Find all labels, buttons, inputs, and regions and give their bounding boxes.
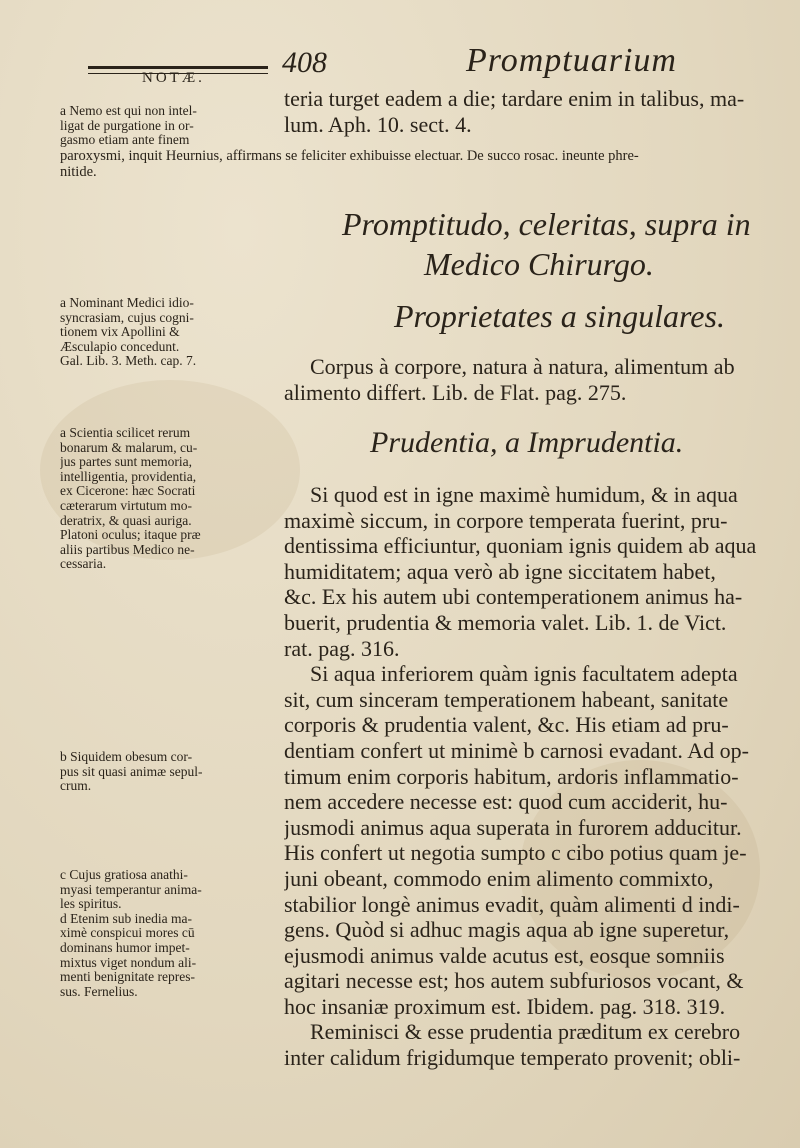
note-line: aliis partibus Medico ne- (60, 541, 195, 557)
note-line: myasi temperantur anima- (60, 881, 202, 897)
note-nominant (60, 296, 280, 369)
note-siquidem (60, 750, 280, 794)
note-line: a Nominant Medici idio- (60, 296, 194, 310)
text-line: buerit, prudentia & memoria valet. Lib. 1. de Vict. (284, 609, 727, 635)
note-line: menti benignitate repres- (60, 969, 195, 985)
note-line: gasmo etiam ante finem (60, 132, 190, 148)
text-line: Reminisci & esse prudentia præditum ex cerebro (310, 1019, 741, 1045)
proprietates-text (284, 354, 784, 405)
heading-medico-chirurgo: Medico Chirurgo. (424, 246, 654, 282)
note-line: cessaria. (60, 556, 107, 572)
note-line: crum. (60, 778, 92, 794)
note-line: intelligentia, providentia, (60, 468, 197, 484)
text-line: dentissima efficiuntur, quoniam ignis quidem ab aqua (284, 533, 757, 559)
text-line: ejusmodi animus valde acutus est, eosque somniis (284, 942, 725, 968)
prudentia-text (284, 482, 784, 1071)
note-line: ximè conspicui mores cū (60, 925, 195, 941)
text-line: hoc insaniæ proximum est. Ibidem. pag. 318. 319. (284, 993, 726, 1019)
page-number: 408 (282, 46, 327, 79)
note-line: bonarum & malarum, cu- (60, 439, 198, 455)
text-line: Si aqua inferiorem quàm ignis facultatem adepta (310, 661, 738, 687)
note-line: jus partes sunt memoria, (60, 454, 192, 470)
text-line: Si quod est in igne maximè humidum, & in aqua (310, 482, 738, 507)
note-line: Platoni oculus; itaque præ (60, 527, 201, 543)
heading-proprietates: Proprietates a singulares. (394, 298, 725, 334)
text-line: humiditatem; aqua verò ab igne siccitatem habet, (284, 558, 716, 584)
text-line: rat. pag. 316. (284, 635, 400, 661)
note-line: deratrix, & quasi auriga. (60, 512, 192, 528)
text-line: stabilior longè animus evadit, quàm alimenti d indi- (284, 891, 740, 917)
top-text (284, 86, 784, 137)
note-line: pus sit quasi animæ sepul- (60, 763, 203, 779)
text-line: alimento differt. Lib. de Flat. pag. 275. (284, 379, 627, 405)
text-line: jusmodi animus aqua superata in furorem adducitur. (284, 814, 742, 840)
text-line: gens. Quòd si adhuc magis aqua ab igne superetur, (284, 917, 730, 943)
text-line: teria turget eadem a die; tardare enim in talibus, ma- (284, 86, 745, 111)
text-line: inter calidum frigidumque temperato provenit; obli- (284, 1045, 741, 1071)
text-line: dentiam confert ut minimè b carnosi evadant. Ad op- (284, 737, 749, 763)
text-line: lum. Aph. 10. sect. 4. (284, 111, 472, 137)
note-line: ex Cicerone: hæc Socrati (60, 483, 196, 499)
heading-prudentia: Prudentia, a Imprudentia. (370, 426, 684, 459)
note-line: nitide. (60, 164, 97, 180)
note-line: c Cujus gratiosa anathi- (60, 868, 188, 882)
text-line: Corpus à corpore, natura à natura, alimentum ab (310, 354, 735, 379)
text-line: nem accedere necesse est: quod cum acciderit, hu- (284, 789, 728, 815)
section-label: NOTÆ. (142, 70, 205, 86)
note-line: cæterarum virtutum mo- (60, 497, 192, 513)
note-line: ligat de purgatione in or- (60, 117, 194, 133)
note-line: Gal. Lib. 3. Meth. cap. 7. (60, 353, 197, 369)
note-line: a Scientia scilicet rerum (60, 426, 191, 440)
text-line: juni obeant, commodo enim alimento commixto, (284, 865, 714, 891)
note-cujus (60, 868, 280, 999)
note-line: dominans humor impet- (60, 939, 190, 955)
text-line: timum enim corporis habitum, ardoris inflammatio- (284, 763, 739, 789)
text-line: &c. Ex his autem ubi contemperationem animus ha- (284, 584, 743, 610)
note-nemo-wide (60, 148, 790, 180)
note-line: les spiritus. (60, 896, 122, 912)
header-rule (88, 66, 268, 69)
text-line: sit, cum sinceram temperationem habeant, sanitate (284, 686, 729, 712)
note-line: syncrasiam, cujus cogni- (60, 309, 194, 325)
text-line: His confert ut negotia sumpto c cibo potius quam je- (284, 840, 747, 866)
heading-promptitudo: Promptitudo, celeritas, supra in (342, 206, 751, 242)
note-scientia (60, 426, 280, 572)
note-line: tionem vix Apollini & (60, 324, 180, 340)
note-line: sus. Fernelius. (60, 983, 138, 999)
text-line: corporis & prudentia valent, &c. His etiam ad pru- (284, 712, 729, 738)
note-line: paroxysmi, inquit Heurnius, affirmans se feliciter exhibuisse electuar. De succo rosac. ineunte phre- (60, 148, 639, 164)
text-line: agitari necesse est; hos autem subfuriosos vocant, & (284, 968, 744, 994)
note-line: mixtus viget nondum ali- (60, 954, 197, 970)
note-line: b Siquidem obesum cor- (60, 750, 193, 764)
note-line: a Nemo est qui non intel- (60, 104, 197, 118)
note-nemo (60, 104, 280, 148)
note-line: Æsculapio concedunt. (60, 338, 180, 354)
running-title: Promptuarium (466, 42, 677, 79)
note-line: d Etenim sub inedia ma- (60, 910, 192, 926)
text-line: maximè siccum, in corpore temperata fuerint, pru- (284, 507, 728, 533)
